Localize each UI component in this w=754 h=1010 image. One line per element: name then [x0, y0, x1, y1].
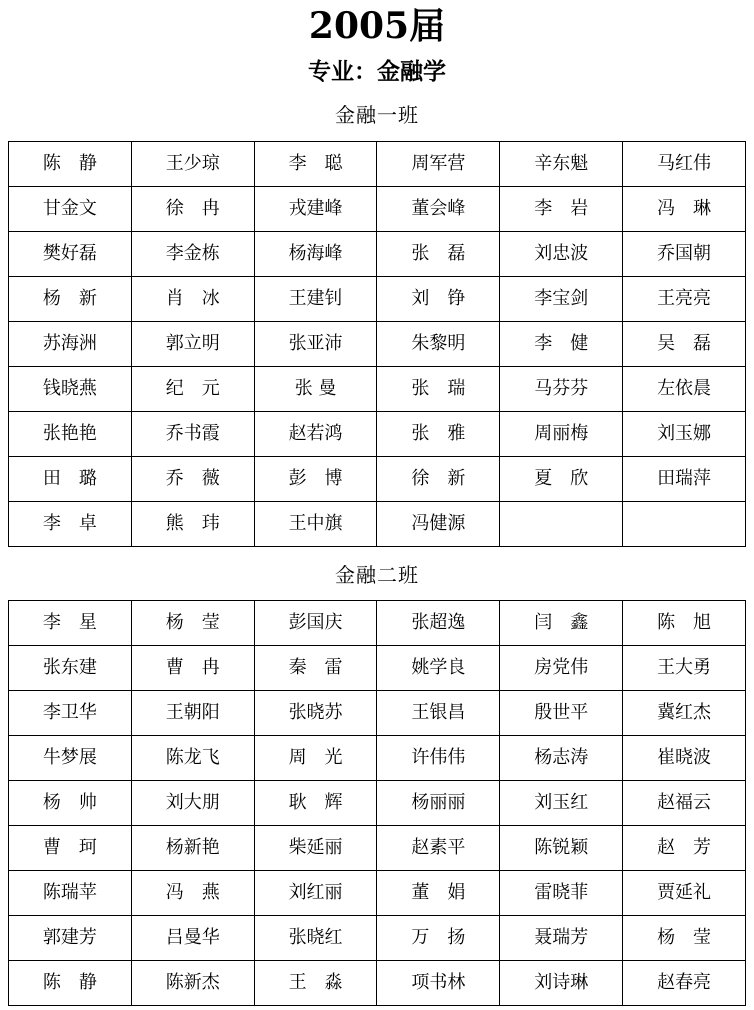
- name-cell: 陈 静: [9, 961, 132, 1006]
- table-row: [9, 322, 746, 367]
- name-cell: 乔 薇: [131, 457, 254, 502]
- name-cell: 贾延礼: [623, 871, 746, 916]
- name-cell: 赵素平: [377, 826, 500, 871]
- name-cell: 纪 元: [131, 367, 254, 412]
- name-cell: 左依晨: [623, 367, 746, 412]
- name-cell: 辛东魁: [500, 142, 623, 187]
- name-cell: 柴延丽: [254, 826, 377, 871]
- name-cell: 田瑞萍: [623, 457, 746, 502]
- name-cell: 张晓苏: [254, 691, 377, 736]
- name-cell: 冀红杰: [623, 691, 746, 736]
- name-cell: 乔国朝: [623, 232, 746, 277]
- name-cell: 刘玉红: [500, 781, 623, 826]
- table-row: [9, 916, 746, 961]
- table-row: [9, 781, 746, 826]
- name-cell: 刘忠波: [500, 232, 623, 277]
- name-cell: 徐 新: [377, 457, 500, 502]
- name-cell: 肖 冰: [131, 277, 254, 322]
- name-cell: 马芬芬: [500, 367, 623, 412]
- name-cell: 夏 欣: [500, 457, 623, 502]
- name-cell: 熊 玮: [131, 502, 254, 547]
- name-cell: 曹 冉: [131, 646, 254, 691]
- table-row: [9, 871, 746, 916]
- name-cell: 陈 旭: [623, 601, 746, 646]
- name-cell: 朱黎明: [377, 322, 500, 367]
- name-cell: 许伟伟: [377, 736, 500, 781]
- name-cell: 周军营: [377, 142, 500, 187]
- name-cell: 李 健: [500, 322, 623, 367]
- name-cell: 杨志涛: [500, 736, 623, 781]
- name-cell: 戎建峰: [254, 187, 377, 232]
- name-cell: 刘 铮: [377, 277, 500, 322]
- empty-cell: [623, 502, 746, 547]
- name-cell: 甘金文: [9, 187, 132, 232]
- name-cell: 王建钊: [254, 277, 377, 322]
- name-cell: 彭 博: [254, 457, 377, 502]
- table-row: [9, 601, 746, 646]
- name-cell: 李 星: [9, 601, 132, 646]
- table-row: [9, 691, 746, 736]
- name-cell: 耿 辉: [254, 781, 377, 826]
- table-row: [9, 457, 746, 502]
- name-cell: 王亮亮: [623, 277, 746, 322]
- name-cell: 周 光: [254, 736, 377, 781]
- name-cell: 苏海洲: [9, 322, 132, 367]
- name-cell: 王少琼: [131, 142, 254, 187]
- name-cell: 李 岩: [500, 187, 623, 232]
- name-cell: 李金栋: [131, 232, 254, 277]
- name-cell: 李 聪: [254, 142, 377, 187]
- class-2-roster-table: [8, 600, 746, 1006]
- name-cell: 张 雅: [377, 412, 500, 457]
- name-cell: 王中旗: [254, 502, 377, 547]
- name-cell: 万 扬: [377, 916, 500, 961]
- name-cell: 马红伟: [623, 142, 746, 187]
- table-row: [9, 142, 746, 187]
- name-cell: 杨新艳: [131, 826, 254, 871]
- name-cell: 陈锐颖: [500, 826, 623, 871]
- name-cell: 李 卓: [9, 502, 132, 547]
- name-cell: 张 曼: [254, 367, 377, 412]
- name-cell: 张 瑞: [377, 367, 500, 412]
- table-row: [9, 187, 746, 232]
- class-1-title: 金融一班: [335, 103, 419, 127]
- name-cell: 乔书霞: [131, 412, 254, 457]
- name-cell: 王朝阳: [131, 691, 254, 736]
- table-row: [9, 277, 746, 322]
- name-cell: 刘诗琳: [500, 961, 623, 1006]
- name-cell: 郭立明: [131, 322, 254, 367]
- name-cell: 姚学良: [377, 646, 500, 691]
- name-cell: 冯 琳: [623, 187, 746, 232]
- name-cell: 房党伟: [500, 646, 623, 691]
- table-row: [9, 736, 746, 781]
- name-cell: 张亚沛: [254, 322, 377, 367]
- major-subtitle: 专业：金融学: [308, 59, 446, 85]
- table-row: [9, 646, 746, 691]
- name-cell: 张晓红: [254, 916, 377, 961]
- name-cell: 聂瑞芳: [500, 916, 623, 961]
- name-cell: 杨海峰: [254, 232, 377, 277]
- name-cell: 秦 雷: [254, 646, 377, 691]
- name-cell: 张艳艳: [9, 412, 132, 457]
- name-cell: 陈瑞苹: [9, 871, 132, 916]
- page-title: 2005届: [308, 5, 446, 47]
- name-cell: 杨丽丽: [377, 781, 500, 826]
- name-cell: 郭建芳: [9, 916, 132, 961]
- name-cell: 樊好磊: [9, 232, 132, 277]
- name-cell: 杨 帅: [9, 781, 132, 826]
- class-1-roster-table: [8, 141, 746, 547]
- name-cell: 赵若鸿: [254, 412, 377, 457]
- table-row: [9, 367, 746, 412]
- name-cell: 彭国庆: [254, 601, 377, 646]
- name-cell: 陈新杰: [131, 961, 254, 1006]
- name-cell: 项书林: [377, 961, 500, 1006]
- name-cell: 王大勇: [623, 646, 746, 691]
- name-cell: 陈 静: [9, 142, 132, 187]
- name-cell: 殷世平: [500, 691, 623, 736]
- name-cell: 王 淼: [254, 961, 377, 1006]
- name-cell: 张东建: [9, 646, 132, 691]
- name-cell: 刘大朋: [131, 781, 254, 826]
- table-row: [9, 232, 746, 277]
- name-cell: 刘红丽: [254, 871, 377, 916]
- name-cell: 徐 冉: [131, 187, 254, 232]
- class-2-title: 金融二班: [335, 563, 419, 587]
- table-row: [9, 826, 746, 871]
- table-row: [9, 502, 746, 547]
- table-row: [9, 412, 746, 457]
- name-cell: 闫 鑫: [500, 601, 623, 646]
- name-cell: 冯健源: [377, 502, 500, 547]
- name-cell: 赵 芳: [623, 826, 746, 871]
- name-cell: 陈龙飞: [131, 736, 254, 781]
- name-cell: 周丽梅: [500, 412, 623, 457]
- name-cell: 张 磊: [377, 232, 500, 277]
- name-cell: 田 璐: [9, 457, 132, 502]
- name-cell: 冯 燕: [131, 871, 254, 916]
- name-cell: 杨 莹: [131, 601, 254, 646]
- name-cell: 王银昌: [377, 691, 500, 736]
- name-cell: 董 娟: [377, 871, 500, 916]
- name-cell: 崔晓波: [623, 736, 746, 781]
- empty-cell: [500, 502, 623, 547]
- name-cell: 曹 珂: [9, 826, 132, 871]
- name-cell: 吕曼华: [131, 916, 254, 961]
- name-cell: 张超逸: [377, 601, 500, 646]
- name-cell: 刘玉娜: [623, 412, 746, 457]
- name-cell: 吴 磊: [623, 322, 746, 367]
- name-cell: 杨 莹: [623, 916, 746, 961]
- name-cell: 李宝剑: [500, 277, 623, 322]
- name-cell: 赵福云: [623, 781, 746, 826]
- table-row: [9, 961, 746, 1006]
- name-cell: 赵春亮: [623, 961, 746, 1006]
- name-cell: 钱晓燕: [9, 367, 132, 412]
- name-cell: 牛梦展: [9, 736, 132, 781]
- name-cell: 杨 新: [9, 277, 132, 322]
- name-cell: 雷晓菲: [500, 871, 623, 916]
- name-cell: 董会峰: [377, 187, 500, 232]
- name-cell: 李卫华: [9, 691, 132, 736]
